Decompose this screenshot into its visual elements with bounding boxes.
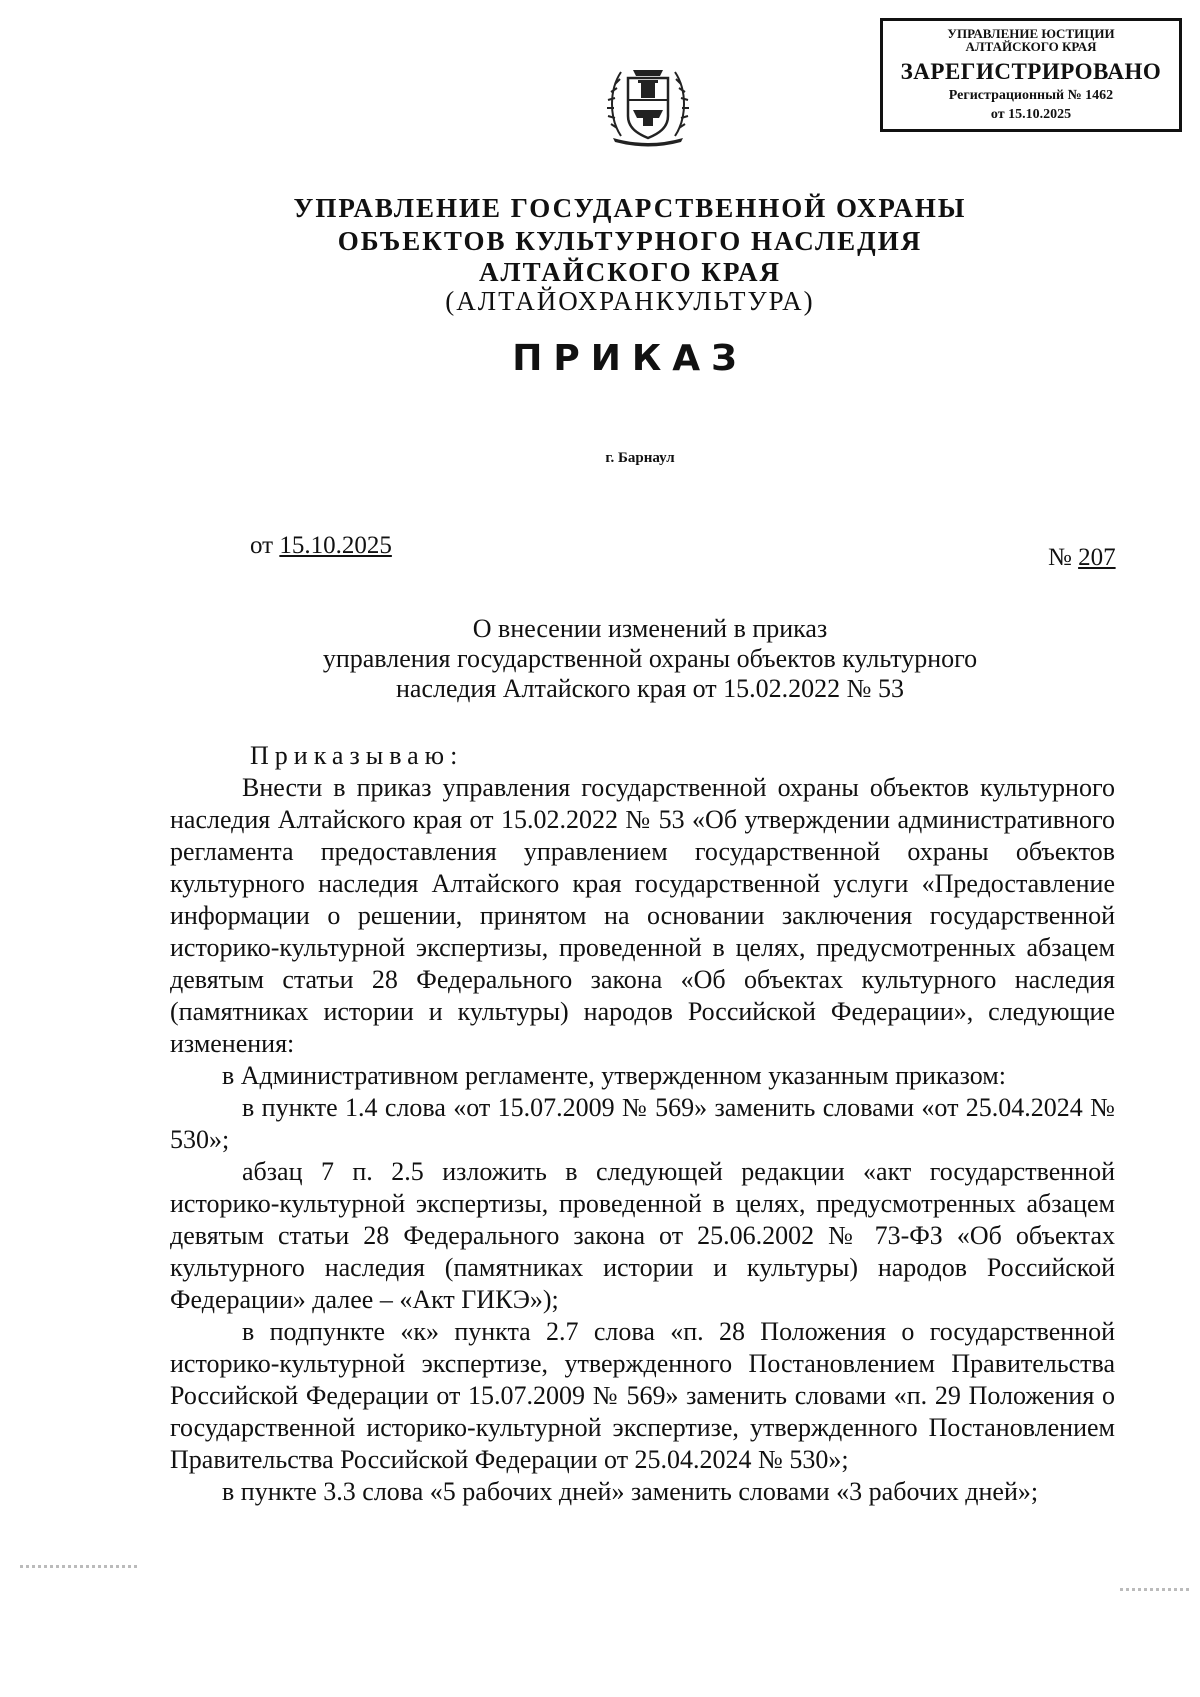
scan-artifact-left (20, 1565, 140, 1568)
org-name-line1: УПРАВЛЕНИЕ ГОСУДАРСТВЕННОЙ ОХРАНЫ (293, 193, 967, 223)
document-body (170, 740, 1115, 1508)
number-value: 207 (1078, 544, 1116, 571)
document-number (1048, 544, 1116, 572)
paragraph-6: в пункте 3.3 слова «5 рабочих дней» заменить словами «3 рабочих дней»; (222, 1477, 1039, 1506)
stamp-status: ЗАРЕГИСТРИРОВАНО (900, 59, 1162, 84)
date-value: 15.10.2025 (279, 532, 392, 559)
stamp-authority-line1: УПРАВЛЕНИЕ ЮСТИЦИИ (947, 26, 1115, 41)
coat-of-arms-icon (603, 58, 693, 148)
date-prefix: от (250, 532, 280, 559)
paragraph-5: в подпункте «к» пункта 2.7 слова «п. 28 Положения о государственной историко-культурной экспертизе, утвержденного Постановлением Правительства Российской Федерации от 15.07.2009 № 569» заменить словами «п. 29 Положения о государственной историко-культурной экспертизе, утвержденного Постановлением Правительства Российской Федерации от 25.04.2024 № 530»; (170, 1317, 1115, 1474)
title-line3: наследия Алтайского края от 15.02.2022 № 53 (396, 674, 904, 703)
registration-stamp (880, 18, 1182, 132)
paragraph-1: Внести в приказ управления государственной охраны объектов культурного наследия Алтайского края от 15.02.2022 № 53 «Об утверждении административного регламента предоставления управлением государственной охраны объектов культурного наследия Алтайского края государственной услуги «Предоставление информации о решении, принятом на основании заключения государственной историко-культурной экспертизы, проведенной в целях, предусмотренных абзацем девятым статьи 28 Федерального закона «Об объектах культурного наследия (памятниках истории и культуры) народов Российской Федерации», следующие изменения: (170, 773, 1115, 1058)
paragraph-4: абзац 7 п. 2.5 изложить в следующей редакции «акт государственной историко-культурной экспертизы, проведенной в целях, предусмотренных абзацем девятым статьи 28 Федерального закона от 25.06.2002 № 73-ФЗ «Об объектах культурного наследия (памятниках истории и культуры) народов Российской Федерации» далее – «Акт ГИКЭ»); (170, 1157, 1115, 1314)
scan-artifact-right (1120, 1588, 1190, 1591)
document-type: ПРИКАЗ (512, 338, 748, 379)
stamp-date: от 15.10.2025 (990, 107, 1072, 122)
document-city: г. Барнаул (605, 450, 675, 466)
title-line1: О внесении изменений в приказ (472, 614, 828, 643)
order-word: Приказываю: (250, 741, 464, 770)
paragraph-3: в пункте 1.4 слова «от 15.07.2009 № 569» заменить словами «от 25.04.2024 № 530»; (170, 1093, 1115, 1154)
stamp-authority-line2: АЛТАЙСКОГО КРАЯ (965, 39, 1097, 54)
stamp-reg-number: Регистрационный № 1462 (948, 88, 1114, 103)
number-prefix: № (1048, 544, 1079, 571)
org-name-line2: ОБЪЕКТОВ КУЛЬТУРНОГО НАСЛЕДИЯ (337, 226, 923, 256)
org-name-line3: АЛТАЙСКОГО КРАЯ (478, 257, 782, 287)
org-short-name: (АЛТАЙОХРАНКУЛЬТУРА) (445, 286, 815, 316)
paragraph-2: в Административном регламенте, утвержденном указанным приказом: (222, 1061, 1006, 1090)
title-line2: управления государственной охраны объектов культурного (322, 644, 978, 673)
document-date (250, 532, 392, 560)
document-title (270, 614, 1030, 704)
